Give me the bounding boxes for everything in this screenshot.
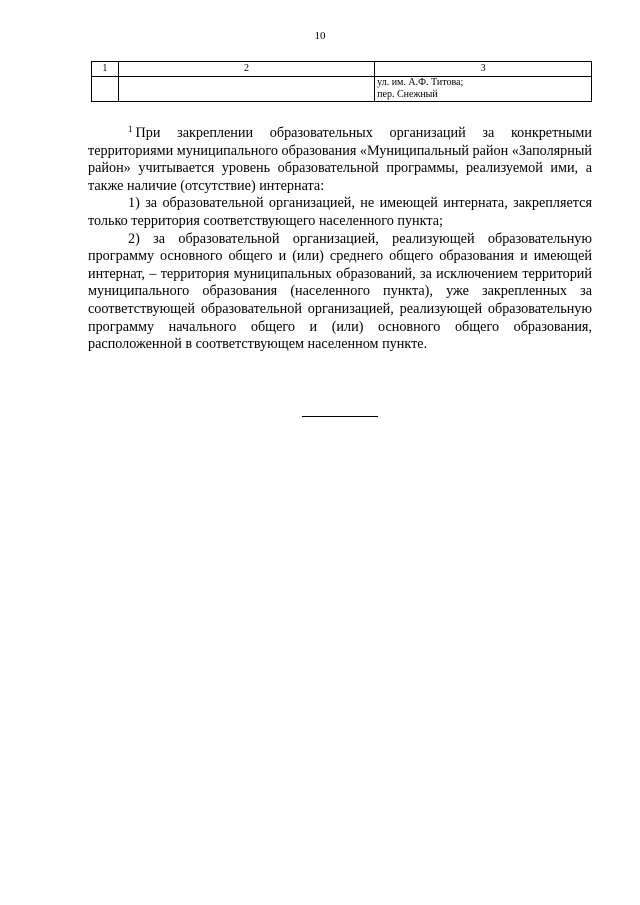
footnote-marker: 1 — [128, 124, 133, 134]
table-header-col-3: 3 — [375, 62, 592, 77]
footnote-item-1: 1) за образовательной организацией, не имеющей интерната, закрепляется только территория соответствующего населенного пункта; — [88, 195, 592, 229]
page-number: 10 — [314, 30, 326, 42]
end-of-document-rule — [302, 416, 378, 417]
table-cell-col-1 — [92, 77, 119, 102]
table-cell-col-2 — [118, 77, 374, 102]
table-header-col-2: 2 — [118, 62, 374, 77]
footnote-item-2: 2) за образовательной организацией, реализующей образовательную программу основного общего и (или) среднего общего образования и имеющей интернат, – территория муниципальных образований, за исключением территорий муниципального образования (населенного пункта), уже закрепленных за соответствующей образовательной организацией, реализующей образовательную программу начального общего и (или) основного общего образования, расположенной в соответствующем населенном пункте. — [88, 230, 592, 353]
footnote-intro-paragraph — [88, 125, 592, 195]
footnote — [88, 125, 592, 354]
address-line-street: ул. им. А.Ф. Титова; — [377, 77, 464, 88]
table-row — [92, 77, 592, 102]
table-header-col-1: 1 — [92, 62, 119, 77]
footnote-intro-text: При закреплении образовательных организаций за конкретными территориями муниципального образования «Муниципальный район «Заполярный район» учитывается уровень образовательной программы, реализуемой ими, а также наличие (отсутствие) интерната: — [88, 125, 592, 194]
address-line-lane: пер. Снежный — [377, 89, 438, 100]
continuation-table — [91, 61, 592, 102]
table-cell-address — [375, 77, 592, 102]
table-header-row — [92, 62, 592, 77]
